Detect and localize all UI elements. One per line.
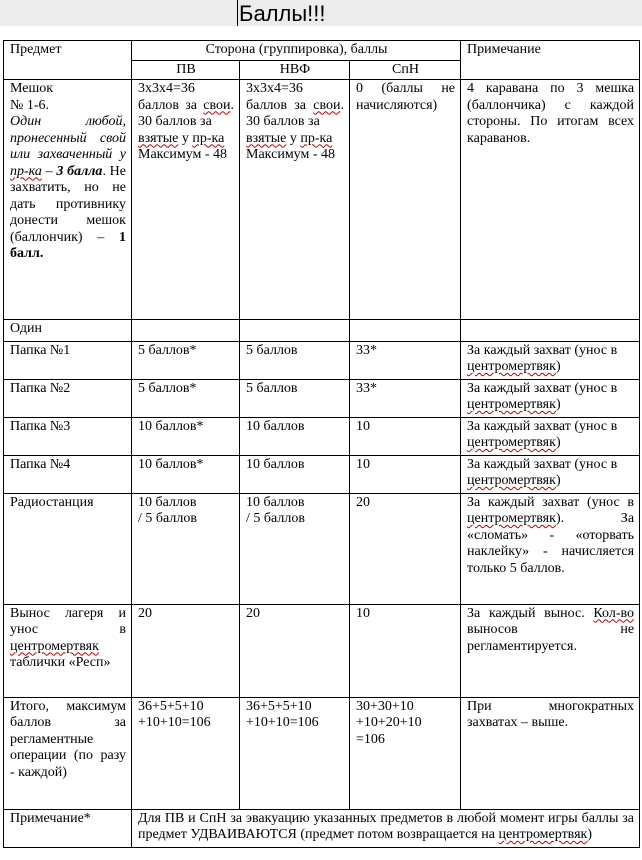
footnote-text: Для ПВ и СпН за эвакуацию указанных предметов в любой момент игры баллы за предмет УДВАИВАЮТСЯ (предмет потом возвращается на центромертвяк)	[132, 809, 640, 847]
folder-1-subject: Папка №1	[4, 341, 132, 379]
table-row-camp	[4, 604, 640, 697]
folder-3-subject: Папка №3	[4, 417, 132, 455]
folder-2-subject: Папка №2	[4, 379, 132, 417]
folder-3-pv: 10 баллов*	[132, 417, 240, 455]
folder-3-nvf: 10 баллов	[240, 417, 350, 455]
camp-spn: 10	[350, 604, 461, 697]
bag-spn: 0 (баллы не начисляются)	[350, 80, 461, 320]
bag-pv: 3х3х4=36 баллов за свои. 30 баллов за взятые у пр-ка Максимум - 48	[132, 80, 240, 320]
camp-pv: 20	[132, 604, 240, 697]
header-spn: СпН	[350, 60, 461, 80]
camp-note: За каждый вынос. Кол-во выносов не регламентируется.	[461, 604, 640, 697]
bag-note: 4 каравана по 3 мешка (баллончика) с каждой стороны. По итогам всех караванов.	[461, 80, 640, 320]
total-spn: 30+30+10 +10+20+10 =106	[350, 697, 461, 809]
table-row-folder-1	[4, 341, 640, 379]
table-row-one	[4, 320, 640, 342]
footnote-label: Примечание*	[4, 809, 132, 847]
radio-subject: Радиостанция	[4, 493, 132, 604]
table-row-folder-2	[4, 379, 640, 417]
folder-2-pv: 5 баллов*	[132, 379, 240, 417]
folder-1-note: За каждый захват (унос в центромертвяк)	[461, 341, 640, 379]
folder-2-note: За каждый захват (унос в центромертвяк)	[461, 379, 640, 417]
total-nvf: 36+5+5+10 +10+10=106	[240, 697, 350, 809]
folder-4-spn: 10	[350, 455, 461, 493]
document-title[interactable]: Баллы!!!	[239, 1, 326, 26]
total-note: При многократных захватах – выше.	[461, 697, 640, 809]
camp-nvf: 20	[240, 604, 350, 697]
folder-3-note: За каждый захват (унос в центромертвяк)	[461, 417, 640, 455]
header-note: Примечание	[461, 41, 640, 80]
total-subject: Итого, максимум баллов за регламентные операции (по разу - каждой)	[4, 697, 132, 809]
folder-4-nvf: 10 баллов	[240, 455, 350, 493]
table-row-footnote	[4, 809, 640, 847]
radio-spn: 20	[350, 493, 461, 604]
one-subject: Один	[4, 320, 132, 342]
radio-note: За каждый захват (унос в центромертвяк). За «сломать» - «оторвать наклейку» - начисляется только 5 баллов.	[461, 493, 640, 604]
folder-3-spn: 10	[350, 417, 461, 455]
folder-1-nvf: 5 баллов	[240, 341, 350, 379]
table-row-total	[4, 697, 640, 809]
camp-subject: Вынос лагеря и унос в центромертвяк таблички «Респ»	[4, 604, 132, 697]
header-side-group: Сторона (группировка), баллы	[132, 41, 461, 61]
folder-2-spn: 33*	[350, 379, 461, 417]
folder-4-subject: Папка №4	[4, 455, 132, 493]
folder-2-nvf: 5 баллов	[240, 379, 350, 417]
folder-1-spn: 33*	[350, 341, 461, 379]
table-row-folder-3	[4, 417, 640, 455]
bag-subject: Мешок № 1-6. Один любой, пронесенный свой или захваченный у пр-ка – 3 балла. Не захватить, но не дать противнику донести мешок (баллончик) – 1 балл.	[4, 80, 132, 320]
table-row-radio	[4, 493, 640, 604]
header-pv: ПВ	[132, 60, 240, 80]
table-row-bag	[4, 80, 640, 320]
table-row-folder-4	[4, 455, 640, 493]
header-row-1	[4, 41, 640, 61]
bag-nvf: 3х3х4=36 баллов за свои. 30 баллов за взятые у пр-ка Максимум - 48	[240, 80, 350, 320]
radio-nvf: 10 баллов / 5 баллов	[240, 493, 350, 604]
folder-4-pv: 10 баллов*	[132, 455, 240, 493]
total-pv: 36+5+5+10 +10+10=106	[132, 697, 240, 809]
radio-pv: 10 баллов / 5 баллов	[132, 493, 240, 604]
header-subject: Предмет	[4, 41, 132, 80]
folder-4-note: За каждый захват (унос в центромертвяк)	[461, 455, 640, 493]
header-nvf: НВФ	[240, 60, 350, 80]
points-table	[3, 40, 640, 848]
folder-1-pv: 5 баллов*	[132, 341, 240, 379]
